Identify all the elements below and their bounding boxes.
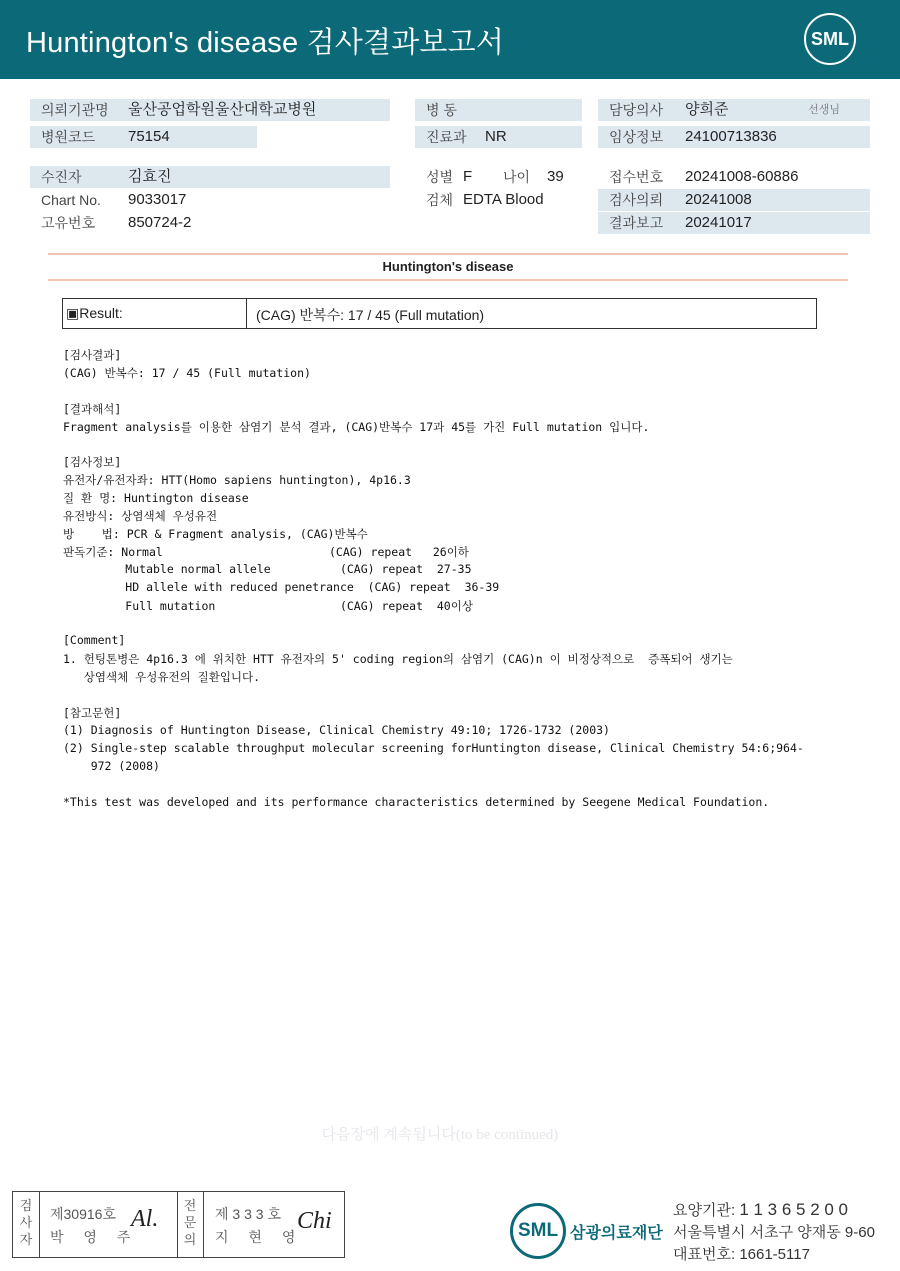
specimen-value: EDTA Blood	[463, 191, 544, 208]
report-date-label: 결과보고	[609, 215, 664, 231]
body-line: Full mutation (CAG) repeat 40이상	[63, 598, 473, 613]
ward-field	[415, 99, 582, 121]
inspector-label-char: 사	[19, 1215, 33, 1230]
report-date-value: 20241017	[685, 214, 752, 231]
dept-label: 진료과	[426, 129, 467, 145]
footer-phone-line	[673, 1243, 810, 1264]
result-label-cell	[63, 299, 247, 328]
hospital-code-label: 병원코드	[41, 129, 96, 145]
ward-label: 병 동	[426, 102, 457, 118]
doctor-value: 양희준	[685, 101, 729, 118]
body-line: HD allele with reduced penetrance (CAG) repeat 36-39	[63, 579, 500, 594]
unique-field	[30, 212, 390, 234]
receipt-field	[598, 166, 870, 188]
body-line: (2) Single-step scalable throughput molecular screening forHuntington disease, Clinical Chemistry 54:6;964-	[63, 740, 804, 755]
report-date-field	[598, 212, 870, 234]
footer-code-line	[673, 1199, 848, 1220]
body-line: [Comment]	[63, 633, 126, 648]
body-line: 972 (2008)	[63, 758, 160, 773]
doctor-label: 담당의사	[609, 102, 664, 118]
body-line: [검사정보]	[63, 455, 122, 470]
body-line: [검사결과]	[63, 348, 122, 362]
inspector-name: 박 영 주	[50, 1229, 139, 1245]
sex-label: 성별	[426, 169, 454, 185]
result-box	[62, 298, 817, 329]
age-value: 39	[547, 168, 564, 185]
clinical-label: 임상정보	[609, 129, 664, 145]
request-field	[598, 189, 870, 211]
result-value: (CAG) 반복수: 17 / 45 (Full mutation)	[256, 307, 485, 323]
specialist-label-char: 문	[183, 1215, 197, 1230]
body-line: [참고문헌]	[63, 706, 122, 720]
inspector-label-char: 자	[19, 1232, 33, 1247]
signature-box	[12, 1191, 345, 1258]
body-line: 판독기준: Normal (CAG) repeat 26이하	[63, 544, 469, 559]
sig-divider	[203, 1192, 204, 1257]
sig-divider	[177, 1192, 178, 1257]
footer-address: 서울특별시 서초구 양재동 9-60	[673, 1224, 875, 1241]
footer-phone-value: 1661-5117	[739, 1246, 810, 1263]
rule-top	[48, 253, 848, 255]
chart-field	[30, 189, 390, 211]
sex-value: F	[463, 168, 473, 185]
patient-field	[30, 166, 390, 188]
unique-value: 850724-2	[128, 214, 192, 231]
age-label: 나이	[503, 169, 531, 185]
body-line: 방 법: PCR & Fragment analysis, (CAG)반복수	[63, 527, 368, 541]
institution-value: 울산공업학원울산대학교병원	[128, 101, 317, 118]
receipt-value: 20241008-60886	[685, 168, 799, 185]
continued-note: 다음장에 계속됩니다(to be continued)	[321, 1127, 559, 1143]
doctor-suffix: 선생님	[808, 104, 840, 116]
body-line: 질 환 명: Huntington disease	[63, 491, 249, 506]
request-value: 20241008	[685, 191, 752, 208]
inspector-signature: Al.	[131, 1206, 159, 1232]
sex-age-field	[415, 166, 582, 188]
patient-value: 김효진	[128, 168, 172, 185]
body-line: *This test was developed and its performance characteristics determined by Seegene Medical Foundation.	[63, 794, 770, 809]
inspector-label	[15, 1192, 37, 1257]
footer-sml-logo-icon: SML	[510, 1203, 566, 1259]
specialist-name: 지 현 영	[215, 1229, 304, 1245]
institution-field	[30, 99, 390, 121]
request-label: 검사의뢰	[609, 192, 664, 208]
inspector-number: 제30916호	[50, 1206, 116, 1222]
sig-divider	[39, 1192, 40, 1257]
chart-label: Chart No.	[41, 192, 101, 208]
footer-org-name: 삼광의료재단	[570, 1225, 663, 1242]
rule-bottom	[48, 279, 848, 281]
specialist-label-char: 전	[183, 1198, 197, 1213]
clinical-value: 24100713836	[685, 128, 777, 145]
specialist-number: 제 3 3 3 호	[215, 1206, 281, 1222]
report-title: Huntington's disease 검사결과보고서	[26, 27, 505, 59]
body-line: Mutable normal allele (CAG) repeat 27-35	[63, 561, 472, 576]
footer-phone-label: 대표번호:	[673, 1246, 736, 1263]
body-line: 유전자/유전자좌: HTT(Homo sapiens huntington), 4p16.3	[63, 473, 411, 488]
body-line: 상염색체 우성유전의 질환입니다.	[63, 670, 261, 685]
dept-field	[415, 126, 582, 148]
specimen-field	[415, 189, 582, 211]
dept-value: NR	[485, 128, 507, 145]
body-line: 1. 헌팅톤병은 4p16.3 에 위치한 HTT 유전자의 5' coding region의 삼염기 (CAG)n 이 비정상적으로 증폭되어 생기는	[63, 652, 733, 667]
footer-code-label: 요양기관:	[673, 1202, 736, 1219]
body-line: Fragment analysis를 이용한 삼염기 분석 결과, (CAG)반복수 17과 45를 가진 Full mutation 입니다.	[63, 419, 650, 434]
body-line: (1) Diagnosis of Huntington Disease, Clinical Chemistry 49:10; 1726-1732 (2003)	[63, 722, 610, 737]
clinical-field	[598, 126, 870, 148]
specialist-label	[179, 1192, 201, 1257]
unique-label: 고유번호	[41, 215, 96, 231]
result-label: ▣Result:	[66, 305, 123, 321]
body-line: 유전방식: 상염색체 우성유전	[63, 509, 218, 524]
receipt-label: 접수번호	[609, 169, 664, 185]
body-line: (CAG) 반복수: 17 / 45 (Full mutation)	[63, 365, 311, 380]
specimen-label: 검체	[426, 192, 454, 208]
specialist-signature: Chi	[297, 1208, 332, 1234]
body-line: [결과해석]	[63, 401, 122, 416]
specialist-label-char: 의	[183, 1232, 197, 1247]
institution-label: 의뢰기관명	[41, 102, 109, 118]
sml-logo-icon: SML	[804, 13, 856, 65]
inspector-label-char: 검	[19, 1198, 33, 1213]
chart-value: 9033017	[128, 191, 187, 208]
section-title: Huntington's disease	[382, 259, 514, 274]
hospital-code-value: 75154	[128, 128, 170, 145]
patient-label: 수진자	[41, 169, 82, 185]
doctor-field	[598, 99, 870, 121]
report-header	[0, 0, 900, 79]
hospital-code-field	[30, 126, 257, 148]
footer-code-value: 1 1 3 6 5 2 0 0	[739, 1200, 849, 1219]
